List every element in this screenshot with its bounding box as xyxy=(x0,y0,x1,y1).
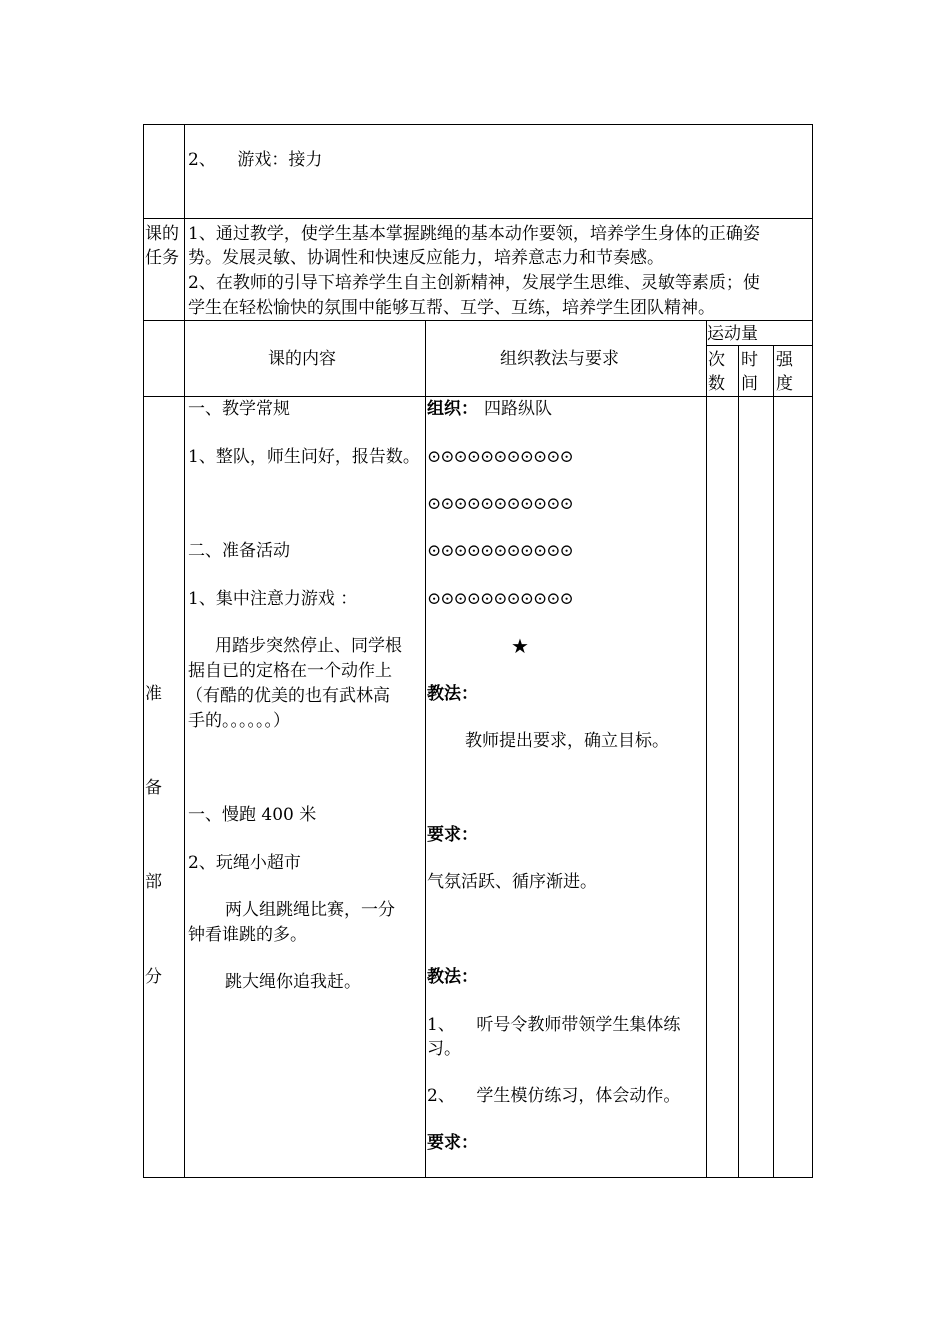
task-line-4: 学生在轻松愉快的氛围中能够互帮、互学、互练，培养学生团队精神。 xyxy=(188,298,715,318)
table-border-bottom xyxy=(143,1177,813,1178)
content-line-1: 一、教学常规 xyxy=(188,399,290,419)
header-intensity-2: 度 xyxy=(776,374,793,394)
header-duration-1: 时 xyxy=(741,350,758,370)
column-divider-content xyxy=(425,320,426,1178)
formation-row-1: ⊙⊙⊙⊙⊙⊙⊙⊙⊙⊙⊙ xyxy=(427,447,573,467)
teach-label-2: 教法： xyxy=(427,967,478,987)
section-label-4: 分 xyxy=(145,967,162,987)
column-divider-method xyxy=(706,320,707,1178)
teach-text-2a: 1、 听号令教师带领学生集体练 xyxy=(427,1015,681,1035)
org-label: 组织： xyxy=(427,399,478,419)
content-line-5b: 据自已的定格在一个动作上 xyxy=(188,661,392,681)
formation-row-2: ⊙⊙⊙⊙⊙⊙⊙⊙⊙⊙⊙ xyxy=(427,494,573,514)
content-line-5c: （有酷的优美的也有武林高 xyxy=(186,686,390,706)
row-divider-header xyxy=(143,320,813,321)
column-divider-times xyxy=(738,345,739,1178)
column-divider-label xyxy=(184,124,185,1178)
header-duration-2: 间 xyxy=(741,374,758,394)
content-line-4: 1、集中注意力游戏 ： xyxy=(188,589,358,609)
req-label-1: 要求： xyxy=(427,825,478,845)
table-border-top xyxy=(143,124,813,125)
section-label-3: 部 xyxy=(145,872,162,892)
row-divider-task xyxy=(143,218,813,219)
teach-text-1: 教师提出要求，确立目标。 xyxy=(465,731,669,751)
content-line-8b: 钟看谁跳的多。 xyxy=(188,925,307,945)
header-content: 课的内容 xyxy=(268,349,336,369)
task-line-2: 势。发展灵敏、协调性和快速反应能力，培养意志力和节奏感。 xyxy=(188,248,664,268)
column-divider-duration xyxy=(773,345,774,1178)
teacher-star: ★ xyxy=(511,634,529,658)
formation-row-3: ⊙⊙⊙⊙⊙⊙⊙⊙⊙⊙⊙ xyxy=(427,541,573,561)
content-line-7: 2、玩绳小超市 xyxy=(188,853,301,873)
section-label-1: 准 xyxy=(145,684,162,704)
section-label-2: 备 xyxy=(145,778,162,798)
req-label-2: 要求： xyxy=(427,1133,478,1153)
req-text-1: 气氛活跃、循序渐进。 xyxy=(427,872,597,892)
content-line-9: 跳大绳你追我赶。 xyxy=(225,972,361,992)
header-intensity-1: 强 xyxy=(776,350,793,370)
content-line-3: 二、准备活动 xyxy=(188,541,290,561)
org-text: 四路纵队 xyxy=(484,399,552,419)
table-border-right xyxy=(812,124,813,1178)
formation-row-4: ⊙⊙⊙⊙⊙⊙⊙⊙⊙⊙⊙ xyxy=(427,589,573,609)
content-line-8a: 两人组跳绳比赛，一分 xyxy=(225,900,395,920)
content-line-2: 1、整队，师生问好，报告数。 xyxy=(188,447,420,467)
header-load: 运动量 xyxy=(707,324,758,344)
task-line-3: 2、在教师的引导下培养学生自主创新精神，发展学生思维、灵敏等素质；使 xyxy=(188,273,760,293)
header-times-2: 数 xyxy=(708,374,725,394)
header-method: 组织教法与要求 xyxy=(500,349,619,369)
content-line-6: 一、慢跑 400 米 xyxy=(188,805,317,825)
teach-label-1: 教法： xyxy=(427,684,478,704)
teach-text-2c: 2、 学生模仿练习，体会动作。 xyxy=(427,1086,681,1106)
table-border-left xyxy=(143,124,144,1178)
task-line-1: 1、通过教学，使学生基本掌握跳绳的基本动作要领，培养学生身体的正确姿 xyxy=(188,224,760,244)
content-line-5d: 手的。。。。。。） xyxy=(188,711,290,731)
content-line-5a: 用踏步突然停止、同学根 xyxy=(215,636,402,656)
teach-text-2b: 习。 xyxy=(427,1039,461,1059)
header-times-1: 次 xyxy=(708,350,725,370)
task-label-2: 任务 xyxy=(145,248,179,268)
task-label-1: 课的 xyxy=(145,224,179,244)
game-item: 2、 游戏：接力 xyxy=(188,150,323,170)
